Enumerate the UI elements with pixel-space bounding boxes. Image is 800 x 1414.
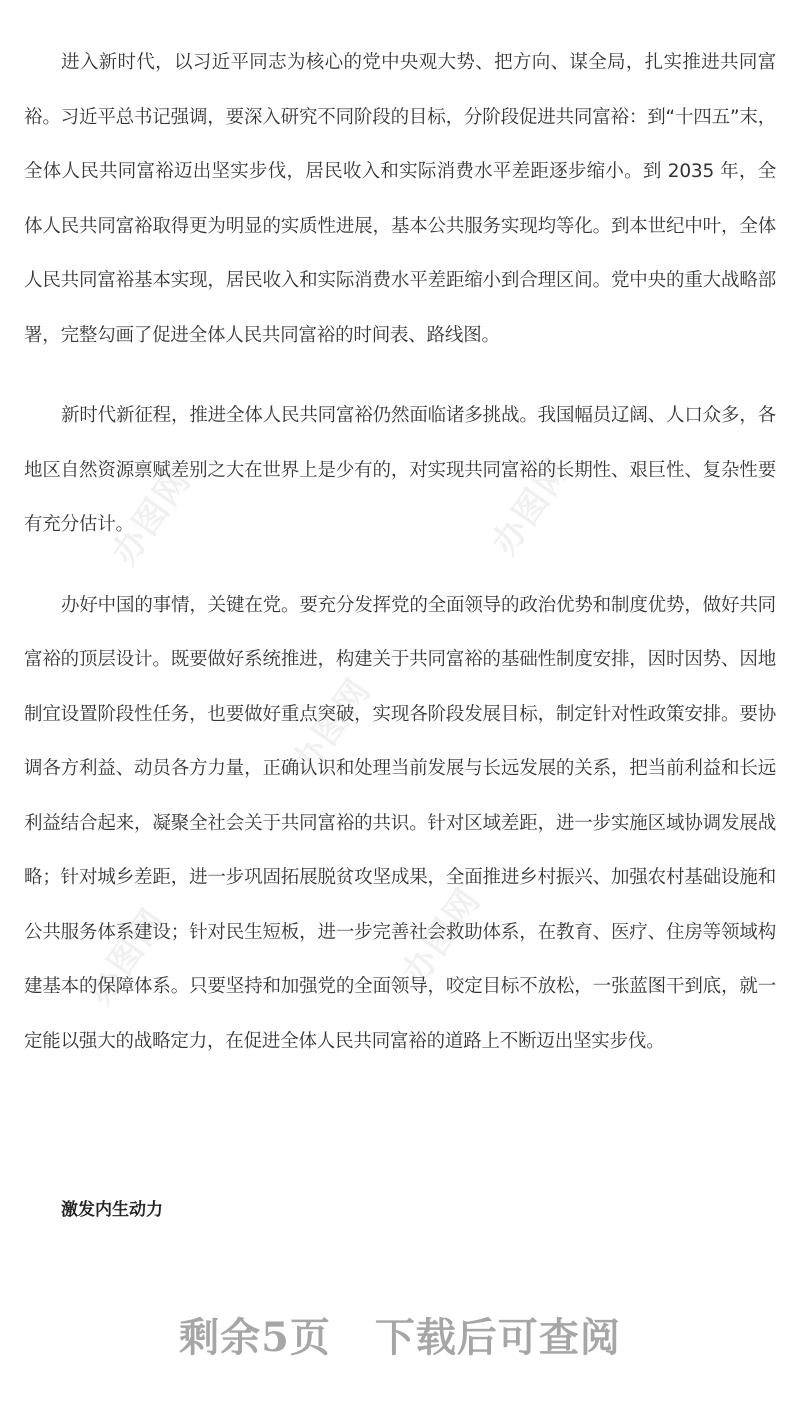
watermark-text: 办图网 bbox=[79, 900, 175, 1013]
download-to-read-banner[interactable] bbox=[0, 1306, 800, 1363]
download-prompt-label[interactable]: 下载后可查阅 bbox=[374, 1314, 621, 1361]
section-heading: 激发内生动力 bbox=[61, 1200, 163, 1220]
watermark-text: 办图网 bbox=[484, 450, 580, 563]
paragraph-challenges: 新时代新征程，推进全体人民共同富裕仍然面临诸多挑战。我国幅员辽阔、人口众多，各地区自然资源禀赋差别之大在世界上是少有的，对实现共同富裕的长期性、艰巨性、复杂性要有充分估计。 bbox=[24, 405, 776, 535]
document-body bbox=[24, 36, 776, 1069]
paragraph-party-leadership: 办好中国的事情，关键在党。要充分发挥党的全面领导的政治优势和制度优势，做好共同富裕的顶层设计。既要做好系统推进，构建关于共同富裕的基础性制度安排，因时因势、因地制宜设置阶段性任务，也要做好重点突破，实现各阶段发展目标，制定针对性政策安排。要协调各方利益、动员各方力量，正确认识和处理当前发展与长远发展的关系，把当前利益和长远利益结合起来，凝聚全社会关于共同富裕的共识。针对区域差距，进一步实施区域协调发展战略；针对城乡差距，进一步巩固拓展脱贫攻坚成果，全面推进乡村振兴、加强农村基础设施和公共服务体系建设；针对民生短板，进一步完善社会救助体系，在教育、医疗、住房等领域构建基本的保障体系。只要坚持和加强党的全面领导，咬定目标不放松，一张蓝图干到底，就一定能以强大的战略定力，在促进全体人民共同富裕的道路上不断迈出坚实步伐。 bbox=[24, 594, 776, 1052]
paragraph-timeline: 进入新时代，以习近平同志为核心的党中央观大势、把方向、谋全局，扎实推进共同富裕。习近平总书记强调，要深入研究不同阶段的目标，分阶段促进共同富裕：到“十四五”末，全体人民共同富裕迈出坚实步伐，居民收入和实际消费水平差距逐步缩小。到 2035 年，全体人民共同富裕取得更为明显的实质性进展，基本公共服务实现均等化。到本世纪中叶，全体人民共同富裕基本实现，居民收入和实际消费水平差距缩小到合理区间。党中央的重大战略部署，完整勾画了促进全体人民共同富裕的时间表、路线图。 bbox=[24, 52, 776, 346]
remaining-pages-label: 剩余5页 bbox=[179, 1314, 331, 1361]
watermark-text: 办图网 bbox=[394, 880, 490, 993]
watermark-text: 办图网 bbox=[104, 460, 200, 573]
watermark-text: 办图网 bbox=[284, 670, 380, 783]
